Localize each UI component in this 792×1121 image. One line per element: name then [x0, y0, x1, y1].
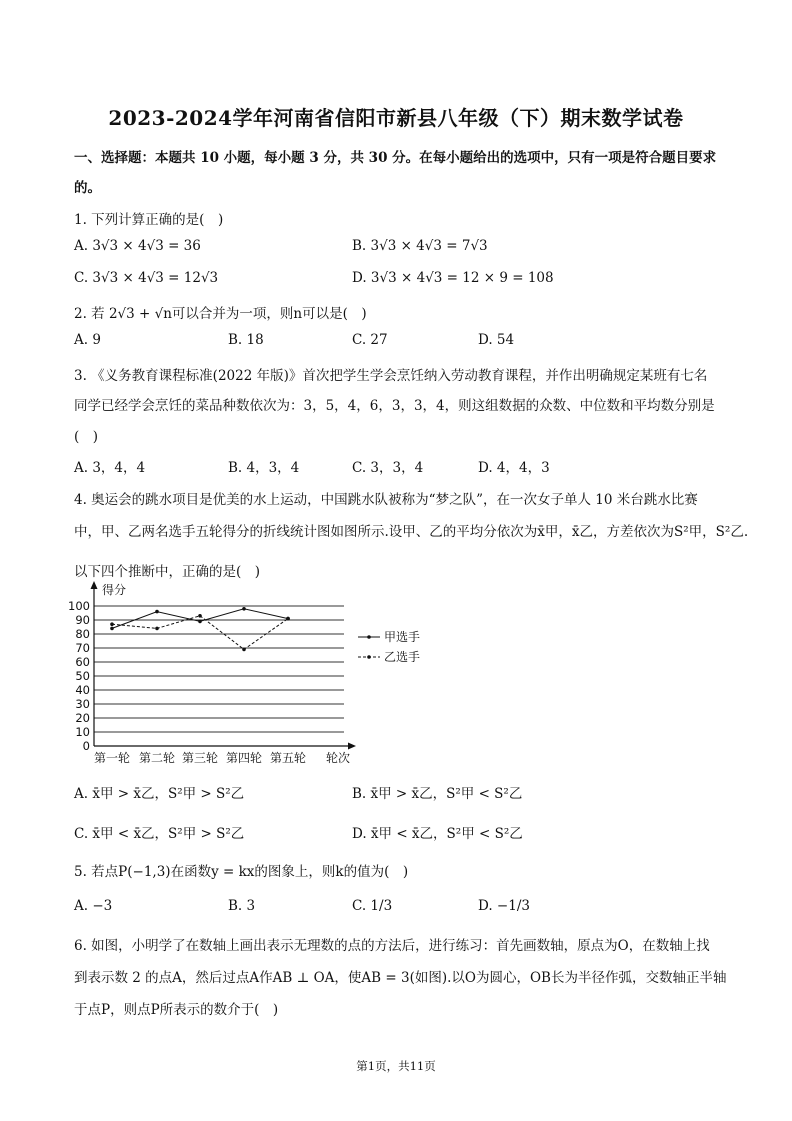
y-tick-label: 100	[68, 599, 90, 613]
q4-option-c: C. x̄甲 < x̄乙，S²甲 > S²乙	[74, 826, 245, 842]
q1-option-a: A. 3√3 × 4√3 = 36	[74, 238, 201, 254]
q4-line2: 中，甲、乙两名选手五轮得分的折线统计图如图所示.设甲、乙的平均分依次为x̄甲，x̄乙，方差依次为S²甲，S²乙.	[74, 524, 749, 540]
q5-stem: 5. 若点P(−1,3)在函数y = kx的图象上，则k的值为( )	[74, 864, 409, 880]
q4-option-b: B. x̄甲 > x̄乙，S²甲 < S²乙	[352, 786, 523, 802]
legend-marker	[367, 655, 371, 659]
q5-option-c: C. 1/3	[352, 898, 393, 914]
q4-option-a: A. x̄甲 > x̄乙，S²甲 > S²乙	[74, 786, 245, 802]
y-tick-label: 20	[75, 711, 90, 725]
q5-option-b: B. 3	[228, 898, 256, 914]
y-tick-label: 50	[75, 669, 90, 683]
y-tick-label: 40	[75, 683, 90, 697]
q3-line1: 3. 《义务教育课程标准(2022 年版)》首次把学生学会烹饪纳入劳动教育课程，并作出明确规定某班有七名	[74, 368, 708, 384]
x-tick-label: 第五轮	[269, 751, 307, 765]
data-point	[198, 620, 202, 624]
x-tick-label: 第四轮	[225, 751, 263, 765]
data-point	[110, 627, 114, 631]
y-tick-label: 90	[75, 613, 90, 627]
q1-option-d: D. 3√3 × 4√3 = 12 × 9 = 108	[352, 270, 554, 286]
q6-line3: 于点P，则点P所表示的数介于( )	[74, 1002, 279, 1018]
y-tick-label: 10	[75, 725, 90, 739]
q1-stem: 1. 下列计算正确的是( )	[74, 212, 224, 228]
y-tick-label: 0	[82, 739, 90, 753]
section-heading-line1: 一、选择题：本题共 10 小题，每小题 3 分，共 30 分。在每小题给出的选项中，只有一项是符合题目要求	[74, 150, 717, 166]
q6-line1: 6. 如图，小明学了在数轴上画出表示无理数的点的方法后，进行练习：首先画数轴，原点为O，在数轴上找	[74, 938, 710, 954]
data-point	[110, 622, 114, 626]
x-axis-title: 轮次	[326, 751, 351, 765]
q4-option-d: D. x̄甲 < x̄乙，S²甲 < S²乙	[352, 826, 523, 842]
q3-option-a: A. 3，4，4	[74, 460, 146, 476]
legend-label: 乙选手	[384, 650, 421, 664]
data-point	[242, 648, 246, 652]
q2-option-b: B. 18	[228, 332, 264, 348]
data-point	[155, 610, 159, 614]
data-point	[198, 614, 202, 618]
legend-marker	[367, 635, 371, 639]
q1-option-b: B. 3√3 × 4√3 = 7√3	[352, 238, 488, 254]
q6-line2: 到表示数 2 的点A，然后过点A作AB ⊥ OA，使AB = 3(如图).以O为圆心，OB长为半径作弧，交数轴正半轴	[74, 970, 727, 986]
x-tick-label: 第一轮	[93, 751, 131, 765]
q3-option-c: C. 3，3，4	[352, 460, 424, 476]
data-point	[286, 617, 290, 621]
q3-line2: 同学已经学会烹饪的菜品种数依次为：3，5，4，6，3，3，4，则这组数据的众数、中位数和平均数分别是	[74, 398, 715, 414]
y-axis-arrow	[91, 581, 98, 589]
y-tick-label: 70	[75, 641, 90, 655]
score-line-chart	[58, 580, 458, 770]
q5-option-d: D. −1/3	[478, 898, 530, 914]
q4-line3: 以下四个推断中，正确的是( )	[74, 564, 261, 580]
y-tick-label: 30	[75, 697, 90, 711]
y-tick-label: 80	[75, 627, 90, 641]
x-axis-arrow	[348, 743, 356, 750]
x-tick-label: 第三轮	[181, 751, 219, 765]
page-footer: 第1页，共11页	[356, 1059, 436, 1073]
section-heading-line2: 的。	[74, 180, 101, 196]
q2-option-c: C. 27	[352, 332, 388, 348]
series-line-jia	[112, 609, 288, 629]
q5-option-a: A. −3	[74, 898, 113, 914]
y-tick-label: 60	[75, 655, 90, 669]
x-tick-label: 第二轮	[138, 751, 176, 765]
q4-line1: 4. 奥运会的跳水项目是优美的水上运动，中国跳水队被称为“梦之队”，在一次女子单人 10 米台跳水比赛	[74, 492, 698, 508]
data-point	[242, 607, 246, 611]
page-title: 2023-2024学年河南省信阳市新县八年级（下）期末数学试卷	[108, 106, 684, 130]
q1-option-c: C. 3√3 × 4√3 = 12√3	[74, 270, 219, 286]
q3-line3: ( )	[74, 429, 99, 445]
legend-label: 甲选手	[384, 630, 421, 644]
q2-stem: 2. 若 2√3 + √n可以合并为一项，则n可以是( )	[74, 306, 367, 322]
q3-option-b: B. 4，3，4	[228, 460, 300, 476]
q2-option-d: D. 54	[478, 332, 515, 348]
q3-option-d: D. 4，4，3	[478, 460, 550, 476]
data-point	[155, 627, 159, 631]
q2-option-a: A. 9	[74, 332, 101, 348]
y-axis-title: 得分	[102, 583, 127, 597]
